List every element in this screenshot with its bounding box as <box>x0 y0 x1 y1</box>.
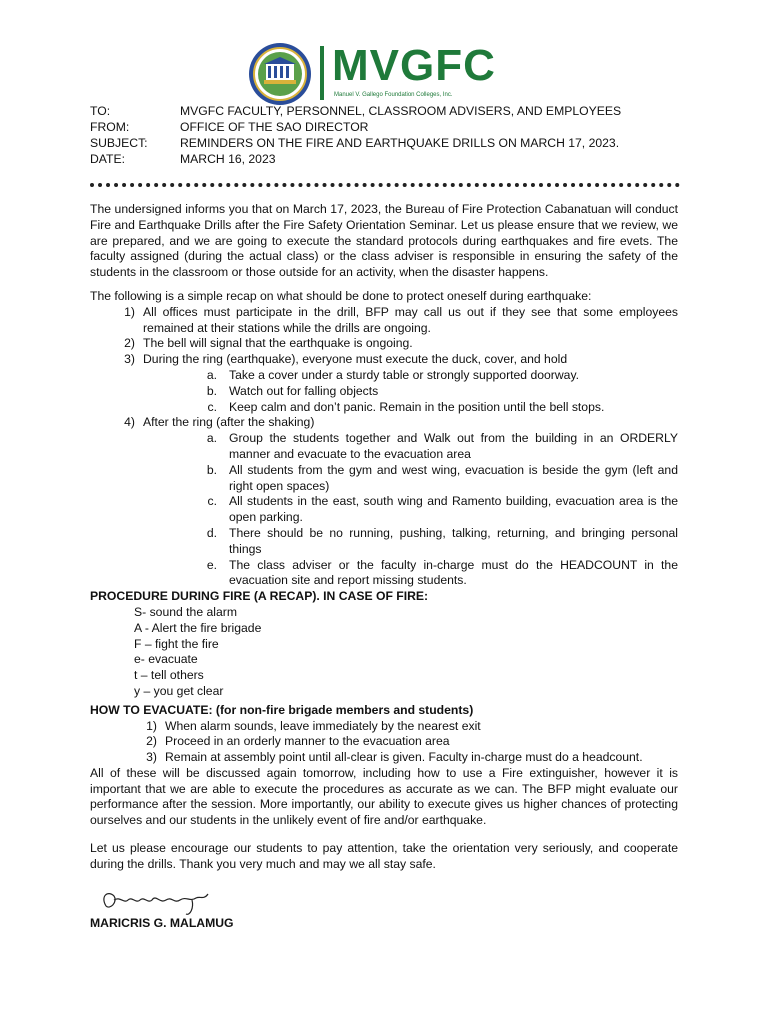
list-item <box>90 415 678 431</box>
list-item <box>90 734 678 750</box>
evacuate-heading: HOW TO EVACUATE: (for non-fire brigade members and students) <box>90 702 474 717</box>
sub-list-text: There should be no running, pushing, talking, returning, and bringing personal things <box>229 525 678 556</box>
date-label: DATE: <box>90 152 125 166</box>
list-text: All offices must participate in the drill, BFP may call us out if they see that some employees remained at their stations while the drills are ongoing. <box>143 304 678 335</box>
list-text: The bell will signal that the earthquake is ongoing. <box>143 336 413 351</box>
closing-paragraph-1: All of these will be discussed again tomorrow, including how to use a Fire extinguisher, however it is important that we are able to execute the procedures as accurate as we can. The BFP might evaluate our performance after the session. More importantly, our ability to execute gives us higher chances of protecting ourselves and our students in the unlikely event of fire and/or earthquake. <box>90 765 678 828</box>
sub-list-item <box>183 494 678 526</box>
list-text: When alarm sounds, leave immediately by the nearest exit <box>165 718 481 733</box>
sub-list-item <box>183 526 678 558</box>
sub-list-text: Take a cover under a sturdy table or strongly supported doorway. <box>229 367 580 382</box>
dotted-divider <box>90 183 680 187</box>
sub-list-letter: e. <box>206 557 217 572</box>
closing-paragraph-2: Let us please encourage our students to pay attention, take the orientation very seriously, and cooperate during the drills. Thank you very much and may we all stay safe. <box>90 841 678 871</box>
sub-list-item <box>183 400 678 416</box>
sub-list-text: All students from the gym and west wing, evacuation is beside the gym (left and right open spaces) <box>229 462 678 493</box>
step4-sub-list <box>143 431 678 589</box>
sub-list-text: Watch out for falling objects <box>229 383 379 398</box>
to-label: TO: <box>90 104 111 118</box>
list-item: A - Alert the fire brigade <box>134 620 262 635</box>
earthquake-steps-list <box>90 305 678 589</box>
recap-intro: The following is a simple recap on what should be done to protect oneself during earthquake: <box>90 288 592 303</box>
memo-to-row <box>90 103 690 119</box>
list-item <box>90 750 678 766</box>
date-value: MARCH 16, 2023 <box>180 152 276 166</box>
fire-procedure-heading: PROCEDURE DURING FIRE (A RECAP). IN CASE OF FIRE: <box>90 589 429 604</box>
list-number: 1) <box>146 718 157 733</box>
logo-text: MVGFC <box>332 41 496 90</box>
sub-list-text: All students in the east, south wing and Ramento building, evacuation area is the open parking. <box>229 494 678 525</box>
sub-list-letter: a. <box>206 431 217 446</box>
list-item <box>90 336 678 352</box>
list-item: t – tell others <box>134 668 204 683</box>
subject-value: REMINDERS ON THE FIRE AND EARTHQUAKE DRILLS ON MARCH 17, 2023. <box>180 136 620 150</box>
memo-date-row <box>90 151 690 167</box>
sub-list-container <box>90 431 678 589</box>
memo-subject-row <box>90 135 690 151</box>
sub-list-letter: c. <box>207 494 217 509</box>
list-text: Remain at assembly point until all-clear is given. Faculty in-charge must do a headcount. <box>165 750 643 765</box>
sub-list-letter: c. <box>207 399 217 414</box>
list-number: 1) <box>124 304 135 319</box>
list-number: 2) <box>124 336 135 351</box>
header-logo <box>248 41 496 104</box>
step3-sub-list <box>143 368 678 415</box>
evacuate-steps-list <box>90 719 678 766</box>
memo-header <box>90 103 690 167</box>
sub-list-item <box>183 431 678 463</box>
list-number: 2) <box>146 734 157 749</box>
sub-list-letter: d. <box>206 525 217 540</box>
college-seal-icon <box>248 42 312 106</box>
logo-subtitle: Manuel V. Gallego Foundation Colleges, Inc. <box>334 92 453 98</box>
from-label: FROM: <box>90 120 130 134</box>
sub-list-text: The class adviser or the faculty in-charge must do the HEADCOUNT in the evacuation site and report missing students. <box>229 557 678 588</box>
signer-name: MARICRIS G. MALAMUG <box>90 916 234 930</box>
sub-list-letter: b. <box>206 383 217 398</box>
subject-label: SUBJECT: <box>90 136 148 150</box>
sub-list-text: Keep calm and don’t panic. Remain in the position until the bell stops. <box>229 399 605 414</box>
sub-list-container <box>90 368 678 415</box>
list-item <box>90 719 678 735</box>
sub-list-letter: b. <box>206 462 217 477</box>
memo-body <box>90 202 678 873</box>
memo-from-row <box>90 119 690 135</box>
sub-list-item <box>183 384 678 400</box>
sub-list-letter: a. <box>206 367 217 382</box>
fire-steps-list <box>90 605 678 700</box>
handwritten-signature <box>96 886 216 918</box>
list-item <box>90 305 678 337</box>
list-number: 3) <box>146 750 157 765</box>
list-item: F – fight the fire <box>134 636 219 651</box>
list-number: 4) <box>124 415 135 430</box>
list-item: e- evacuate <box>134 652 198 667</box>
list-item: y – you get clear <box>134 683 224 698</box>
list-text: After the ring (after the shaking) <box>143 415 315 430</box>
sub-list-item <box>183 463 678 495</box>
to-value: MVGFC FACULTY, PERSONNEL, CLASSROOM ADVISERS, AND EMPLOYEES <box>180 104 622 118</box>
logo-divider <box>320 46 324 100</box>
sub-list-item <box>183 368 678 384</box>
list-text: During the ring (earthquake), everyone must execute the duck, cover, and hold <box>143 352 568 367</box>
from-value: OFFICE OF THE SAO DIRECTOR <box>180 120 369 134</box>
list-text: Proceed in an orderly manner to the evacuation area <box>165 734 450 749</box>
list-item: S- sound the alarm <box>134 604 237 619</box>
list-item <box>90 352 678 368</box>
sub-list-item <box>183 558 678 590</box>
list-number: 3) <box>124 352 135 367</box>
intro-paragraph: The undersigned informs you that on March 17, 2023, the Bureau of Fire Protection Cabanatuan will conduct Fire and Earthquake Drills after the Fire Safety Orientation Seminar. Let us please ensure that we review, we are prepared, and we are going to execute the standard protocols during earthquakes and fire evets. The faculty assigned (during the actual class) or the class adviser is responsible in ensuring the safety of the students in the classroom or those outside for an activity, when the disaster happens. <box>90 202 678 280</box>
sub-list-text: Group the students together and Walk out from the building in an ORDERLY manner and evacuate to the evacuation area <box>229 431 678 461</box>
